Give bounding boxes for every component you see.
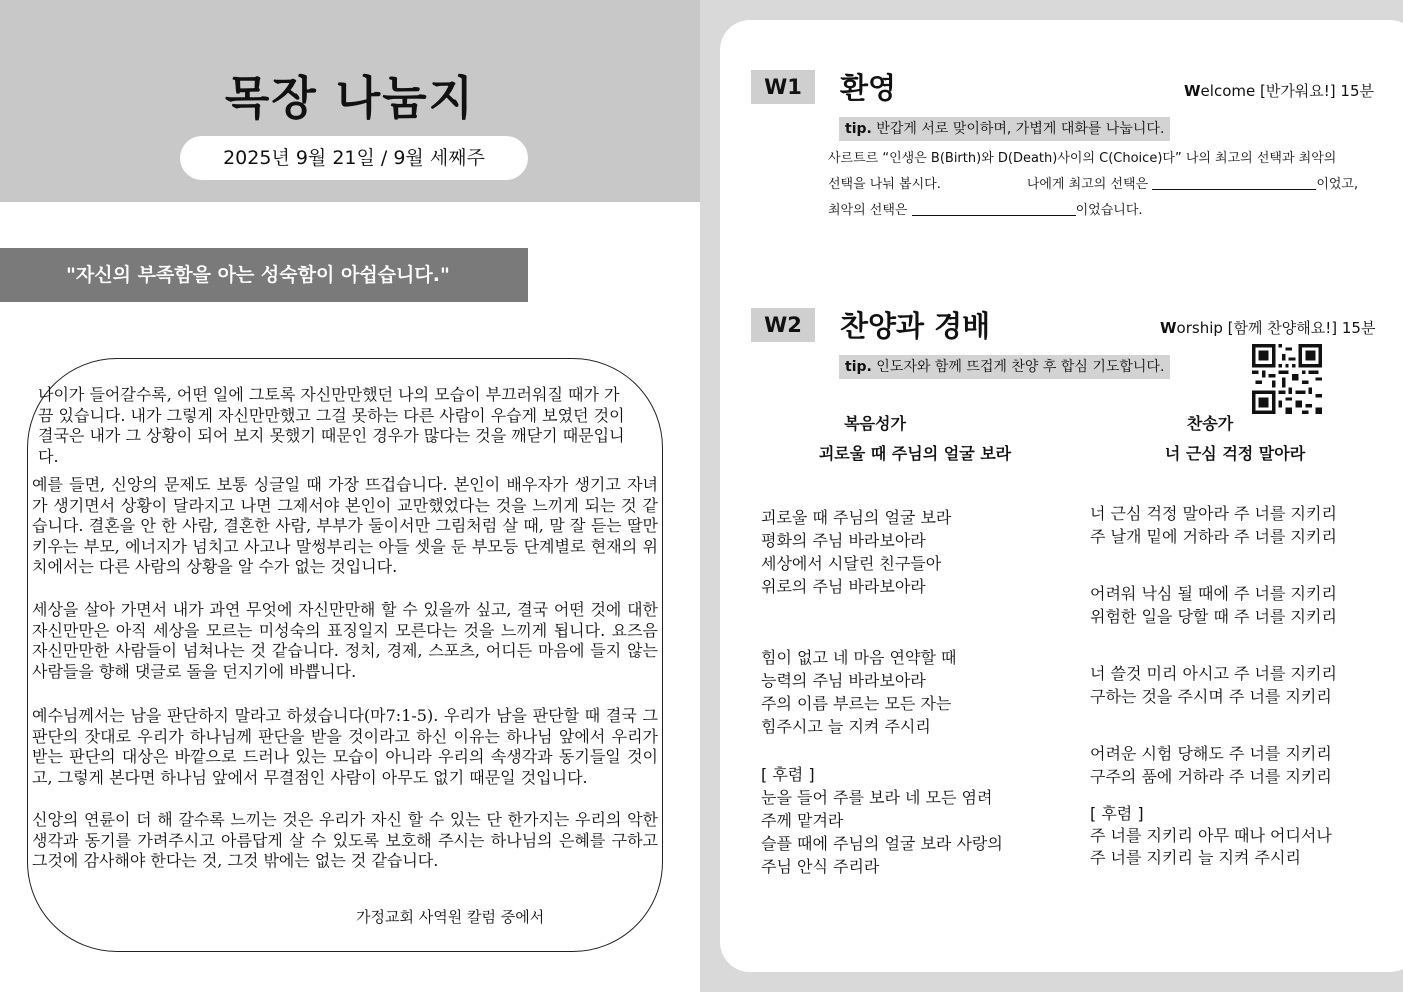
column-paragraph: 나이가 들어갈수록, 어떤 일에 그토록 자신만만했던 나의 모습이 부끄러워질 때가 가끔 있습니다. 내가 그렇게 자신만만했고 그걸 못하는 다른 사람이 우습게 보였던 것이 결국은 내가 그 상황이 되어 보지 못했기 때문인 경우가 많다는 것을 깨닫기 때문입니다. — [38, 385, 625, 466]
left-page — [0, 0, 700, 992]
qr-code-icon[interactable] — [1252, 344, 1322, 414]
song2-stanza: 너 근심 걱정 말아라 주 너를 지키리 주 날개 밑에 거하라 주 너를 지키리 — [1090, 504, 1337, 546]
section-tag-w1: W1 — [751, 70, 815, 104]
column-paragraph: 세상을 살아 가면서 내가 과연 무엇에 자신만만해 할 수 있을까 싶고, 결국 어떤 것에 대한 자신만만은 아직 세상을 모르는 미성숙의 표징일지 모른다는 것을 느끼게 됩니다. 요즈음 자신만만한 사람들이 넘쳐나는 것 같습니다. 정치, 경제, 스포츠, 어디든 마음에 들지 않는 사람들을 향해 댓글로 돌을 던지기에 바쁩니다. — [32, 600, 658, 681]
song2-title: 너 근심 걱정 말아라 — [1164, 444, 1306, 463]
section-subtitle-welcome: Welcome [반가워요!] 15분 — [1184, 82, 1374, 100]
song2-stanza: 어려운 시험 당해도 주 너를 지키리 구주의 품에 거하라 주 너를 지키리 — [1090, 744, 1332, 786]
welcome-question-line: 최악의 선택은 이었습니다. — [828, 203, 1143, 218]
best-choice-blank[interactable] — [1152, 176, 1316, 190]
welcome-question-line: 선택을 나눠 봅시다. 나에게 최고의 선택은 이었고, — [828, 177, 1359, 192]
song1-chorus: [ 후렴 ] 눈을 들어 주를 보라 네 모든 염려 주께 맡겨라 슬플 때에 주님의 얼굴 보라 사랑의 주님 안식 주리라 — [761, 765, 1003, 876]
song2-stanza: 너 쓸것 미리 아시고 주 너를 지키리 구하는 것을 주시며 주 너를 지키리 — [1090, 664, 1337, 706]
song1-stanza: 괴로울 때 주님의 얼굴 보라 평화의 주님 바라보아라 세상에서 시달린 친구들아 위로의 주님 바라보아라 — [761, 508, 952, 596]
song2-category: 찬송가 — [1186, 414, 1234, 433]
page-title: 목장 나눔지 — [224, 71, 476, 125]
tip-welcome: tip. 반갑게 서로 맞이하며, 가볍게 대화를 나눕니다. — [839, 117, 1170, 141]
column-source: 가정교회 사역원 칼럼 중에서 — [356, 908, 545, 926]
welcome-question-line: 사르트르 “인생은 B(Birth)와 D(Death)사이의 C(Choice)다” 나의 최고의 선택과 최악의 — [828, 151, 1337, 166]
section-title-welcome: 환영 — [840, 71, 897, 105]
section-tag-w2: W2 — [751, 308, 815, 342]
song1-stanza: 힘이 없고 네 마음 연약할 때 능력의 주님 바라보아라 주의 이름 부르는 모든 자는 힘주시고 늘 지켜 주시리 — [761, 648, 957, 736]
song1-category: 복음성가 — [844, 414, 906, 433]
date-pill: 2025년 9월 21일 / 9월 세째주 — [180, 136, 528, 180]
column-paragraph: 예수님께서는 남을 판단하지 말라고 하셨습니다(마7:1-5). 우리가 남을 판단할 때 결국 그 판단의 잣대로 우리가 하나님께 판단을 받을 것이라고 하신 이유는 하나님 앞에서 우리가 받는 판단의 대상은 바깥으로 드러나 있는 모습이 아니라 우리의 속생각과 동기들일 것이고, 그렇게 본다면 하나님 앞에서 무결점인 사람이 아무도 없기 때문일 것입니다. — [32, 706, 658, 787]
song2-chorus: [ 후렴 ] 주 너를 지키리 아무 때나 어디서나 주 너를 지키리 늘 지켜 주시리 — [1090, 804, 1332, 867]
column-paragraph: 신앙의 연륜이 더 해 갈수록 느끼는 것은 우리가 자신 할 수 있는 단 한가지는 우리의 악한 생각과 동기를 가려주시고 아름답게 살 수 있도록 보호해 주시는 하나님의 은혜를 구하고 그것에 감사해야 한다는 것, 그것 밖에는 없는 것 같습니다. — [32, 810, 658, 870]
section-subtitle-worship: Worship [함께 찬양해요!] 15분 — [1160, 319, 1376, 337]
quote-bar: "자신의 부족함을 아는 성숙함이 아쉽습니다." — [0, 248, 528, 302]
tip-worship: tip. 인도자와 함께 뜨겁게 찬양 후 합심 기도합니다. — [839, 355, 1170, 379]
song2-stanza: 어려워 낙심 될 때에 주 너를 지키리 위험한 일을 당할 때 주 너를 지키리 — [1090, 584, 1337, 626]
song1-title: 괴로울 때 주님의 얼굴 보라 — [818, 444, 1012, 463]
column-paragraph: 예를 들면, 신앙의 문제도 보통 싱글일 때 가장 뜨겁습니다. 본인이 배우자가 생기고 자녀가 생기면서 상황이 달라지고 나면 그제서야 본인이 교만했었다는 것을 느끼게 되는 것 같습니다. 결혼을 안 한 사람, 결혼한 사람, 부부가 둘이서만 그림처럼 살 때, 말 잘 듣는 딸만 키우는 부모, 에너지가 넘치고 사고나 말썽부리는 아들 셋을 둔 부모등 단계별로 현재의 위치에서는 다른 사람의 상황을 알 수가 없는 것입니다. — [32, 475, 658, 576]
worst-choice-blank[interactable] — [912, 202, 1076, 216]
section-title-worship: 찬양과 경배 — [840, 309, 991, 343]
